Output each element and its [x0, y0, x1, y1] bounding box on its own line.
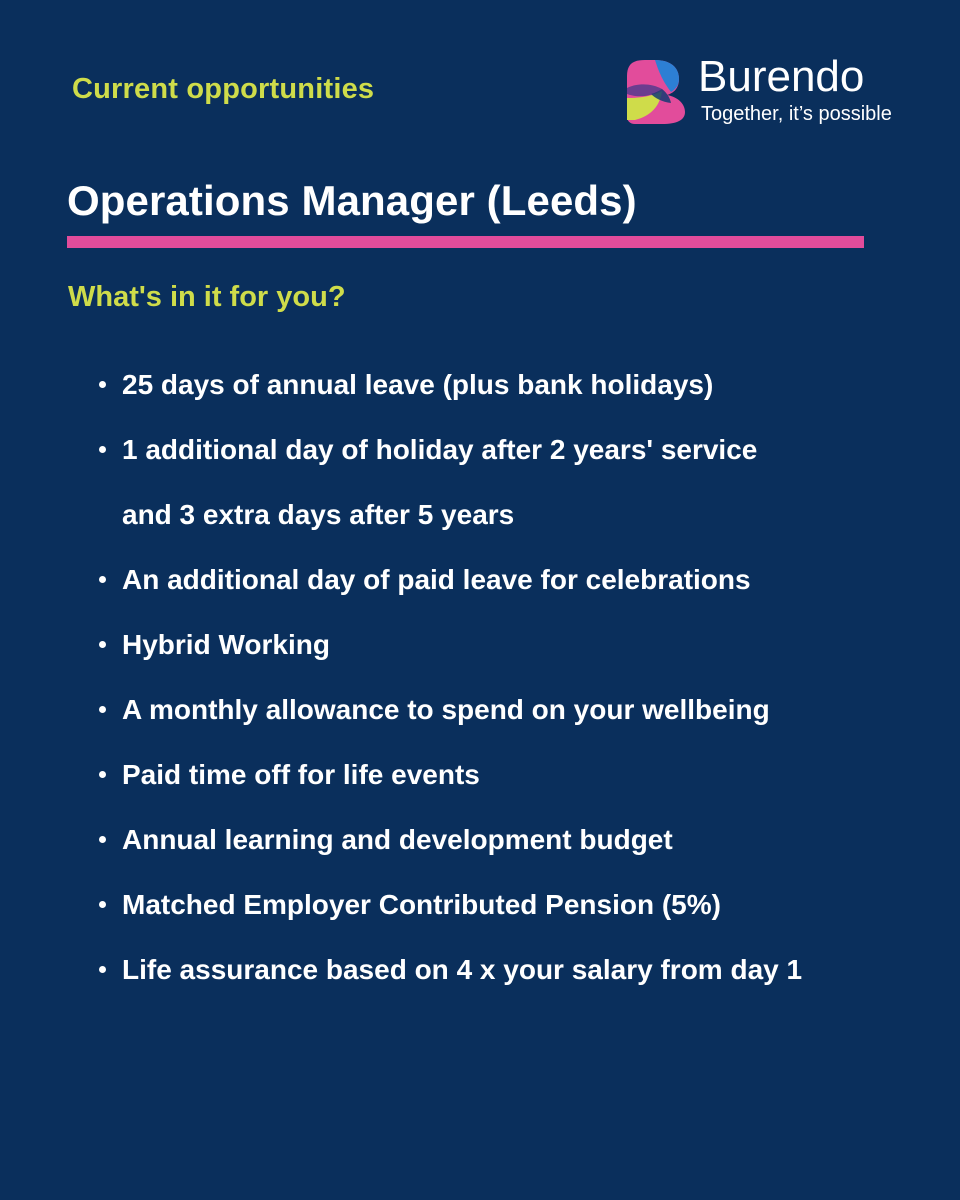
eyebrow-label: Current opportunities: [72, 73, 375, 105]
benefit-item: Life assurance based on 4 x your salary from day 1: [98, 937, 878, 1002]
title-divider: [67, 236, 864, 248]
benefit-item-continuation: and 3 extra days after 5 years: [122, 499, 515, 530]
brand-tagline: Together, it’s possible: [701, 103, 892, 125]
benefits-list: [98, 352, 878, 1002]
burendo-logo-mark-icon: [627, 58, 685, 124]
benefit-item: Hybrid Working: [98, 612, 878, 677]
benefit-item: Annual learning and development budget: [98, 807, 878, 872]
job-title: Operations Manager (Leeds): [67, 177, 637, 224]
benefit-item: Matched Employer Contributed Pension (5%): [98, 872, 878, 937]
benefit-item: 1 additional day of holiday after 2 years' service: [98, 417, 878, 482]
benefit-item: Paid time off for life events: [98, 742, 878, 807]
brand-lockup: [627, 52, 907, 128]
benefit-item: A monthly allowance to spend on your wellbeing: [98, 677, 878, 742]
benefits-heading: What's in it for you?: [68, 281, 346, 313]
brand-name: Burendo: [698, 52, 865, 101]
benefit-item: An additional day of paid leave for celebrations: [98, 547, 878, 612]
benefit-item: 25 days of annual leave (plus bank holidays): [98, 352, 878, 417]
